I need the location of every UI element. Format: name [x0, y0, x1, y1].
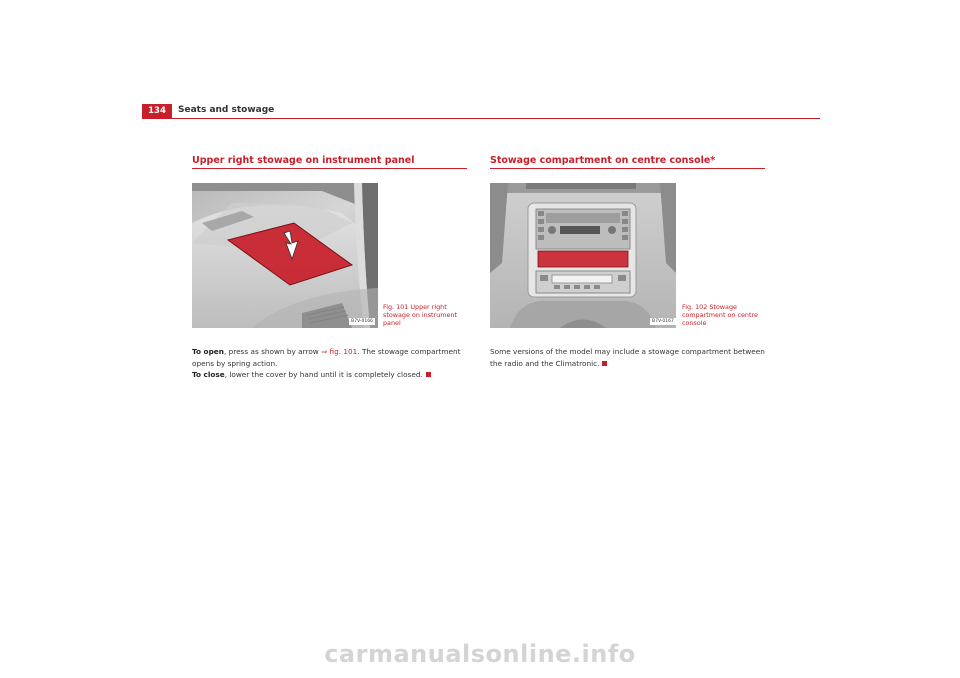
watermark: carmanualsonline.info	[324, 640, 636, 668]
text-run: Some versions of the model may include a stowage compartment between the radio and the Climatronic.	[490, 347, 765, 368]
centre-console-illustration	[490, 183, 676, 328]
right-body	[490, 346, 770, 369]
bold-term-close: To close	[192, 370, 225, 379]
paragraph-stowage	[490, 346, 770, 369]
section-rule-right	[490, 168, 765, 169]
figure-101	[192, 183, 378, 328]
section-end-marker	[602, 361, 607, 366]
dashboard-illustration	[192, 183, 378, 328]
section-title-left: Upper right stowage on instrument panel	[192, 155, 415, 166]
figure-caption-102: Fig. 102 Stowage compartment on centre console	[682, 303, 758, 327]
header-rule	[142, 118, 820, 119]
paragraph-close	[192, 369, 472, 381]
paragraph-open	[192, 346, 472, 369]
section-end-marker	[426, 372, 431, 377]
text-run: , press as shown by arrow	[223, 347, 322, 356]
stowage-highlight	[538, 251, 628, 267]
section-title-right: Stowage compartment on centre console*	[490, 155, 716, 166]
figure-102	[490, 183, 676, 328]
running-title: Seats and stowage	[178, 105, 275, 115]
figure-reference-link[interactable]: ⇒ fig. 101	[321, 347, 358, 356]
text-run: . The stowage compartment opens by spring action.	[192, 347, 461, 368]
figure-code-101: B7V-0166	[351, 319, 373, 324]
bold-term-open: To open	[192, 347, 224, 356]
figure-caption-101: Fig. 101 Upper right stowage on instrument panel	[383, 303, 457, 327]
section-rule-left	[192, 168, 467, 169]
text-run: , lower the cover by hand until it is completely closed.	[224, 370, 423, 379]
left-body	[192, 346, 472, 381]
page-number: 134	[142, 104, 172, 118]
figure-code-102: B7V-0167	[652, 319, 674, 324]
